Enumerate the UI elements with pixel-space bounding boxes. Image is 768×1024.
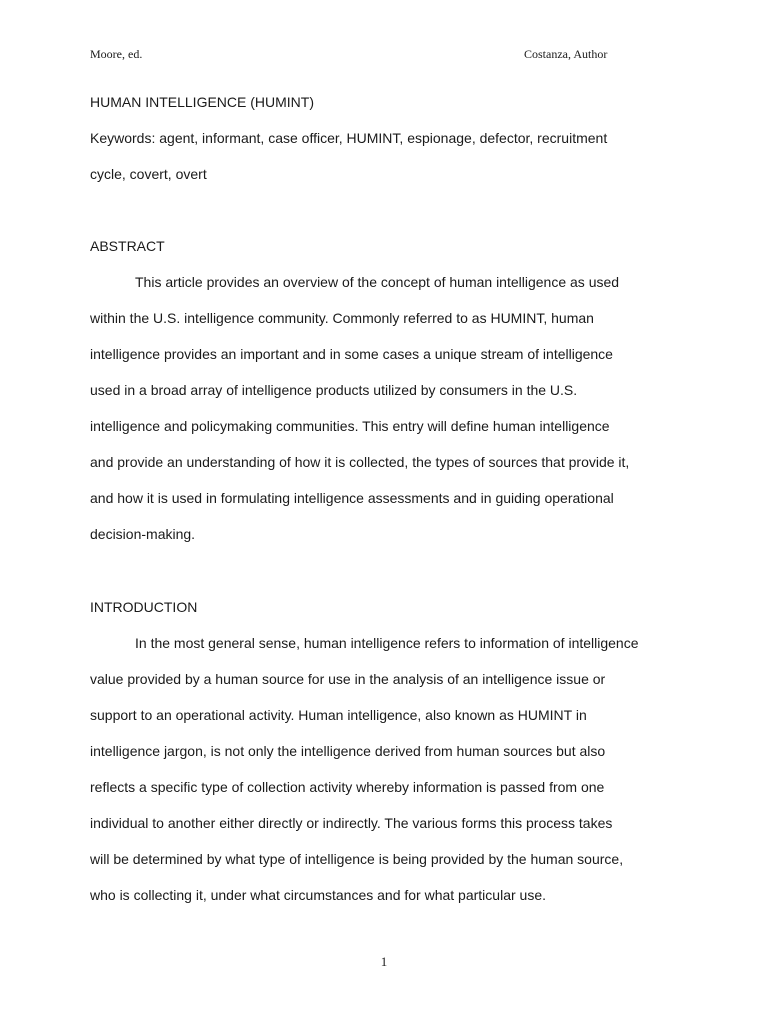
introduction-line: In the most general sense, human intelligence refers to information of intelligence xyxy=(135,635,639,651)
introduction-line: who is collecting it, under what circumstances and for what particular use. xyxy=(90,887,546,903)
introduction-line: support to an operational activity. Human intelligence, also known as HUMINT in xyxy=(90,707,587,723)
abstract-heading: ABSTRACT xyxy=(90,238,165,254)
introduction-line: intelligence jargon, is not only the intelligence derived from human sources but also xyxy=(90,743,606,759)
abstract-line: This article provides an overview of the concept of human intelligence as used xyxy=(135,274,620,290)
abstract-line: intelligence provides an important and in some cases a unique stream of intelligence xyxy=(90,346,613,362)
running-header xyxy=(90,46,612,62)
introduction-line: reflects a specific type of collection activity whereby information is passed from one xyxy=(90,779,605,795)
page-number: 1 xyxy=(380,954,388,969)
header-editor: Moore, ed. xyxy=(90,47,143,61)
keywords-line-1: Keywords: agent, informant, case officer, HUMINT, espionage, defector, recruitment xyxy=(90,130,608,146)
introduction-line: value provided by a human source for use in the analysis of an intelligence issue or xyxy=(90,671,606,687)
header-author: Costanza, Author xyxy=(524,47,608,61)
abstract-line: and how it is used in formulating intelligence assessments and in guiding operational xyxy=(90,490,614,506)
abstract-line: used in a broad array of intelligence products utilized by consumers in the U.S. xyxy=(90,382,578,398)
keywords-line-2: cycle, covert, overt xyxy=(90,166,207,182)
introduction-heading: INTRODUCTION xyxy=(90,599,198,615)
introduction-line: individual to another either directly or indirectly. The various forms this process takes xyxy=(90,815,613,831)
introduction-line: will be determined by what type of intelligence is being provided by the human source, xyxy=(90,851,624,867)
introduction-section xyxy=(90,589,690,913)
abstract-line: and provide an understanding of how it is collected, the types of sources that provide it, xyxy=(90,454,630,470)
abstract-section xyxy=(90,228,690,552)
abstract-line: within the U.S. intelligence community. Commonly referred to as HUMINT, human xyxy=(90,310,594,326)
document-title: HUMAN INTELLIGENCE (HUMINT) xyxy=(90,94,315,110)
title-keywords-block xyxy=(90,84,690,192)
abstract-line: intelligence and policymaking communities. This entry will define human intelligence xyxy=(90,418,610,434)
abstract-line: decision-making. xyxy=(90,526,196,542)
